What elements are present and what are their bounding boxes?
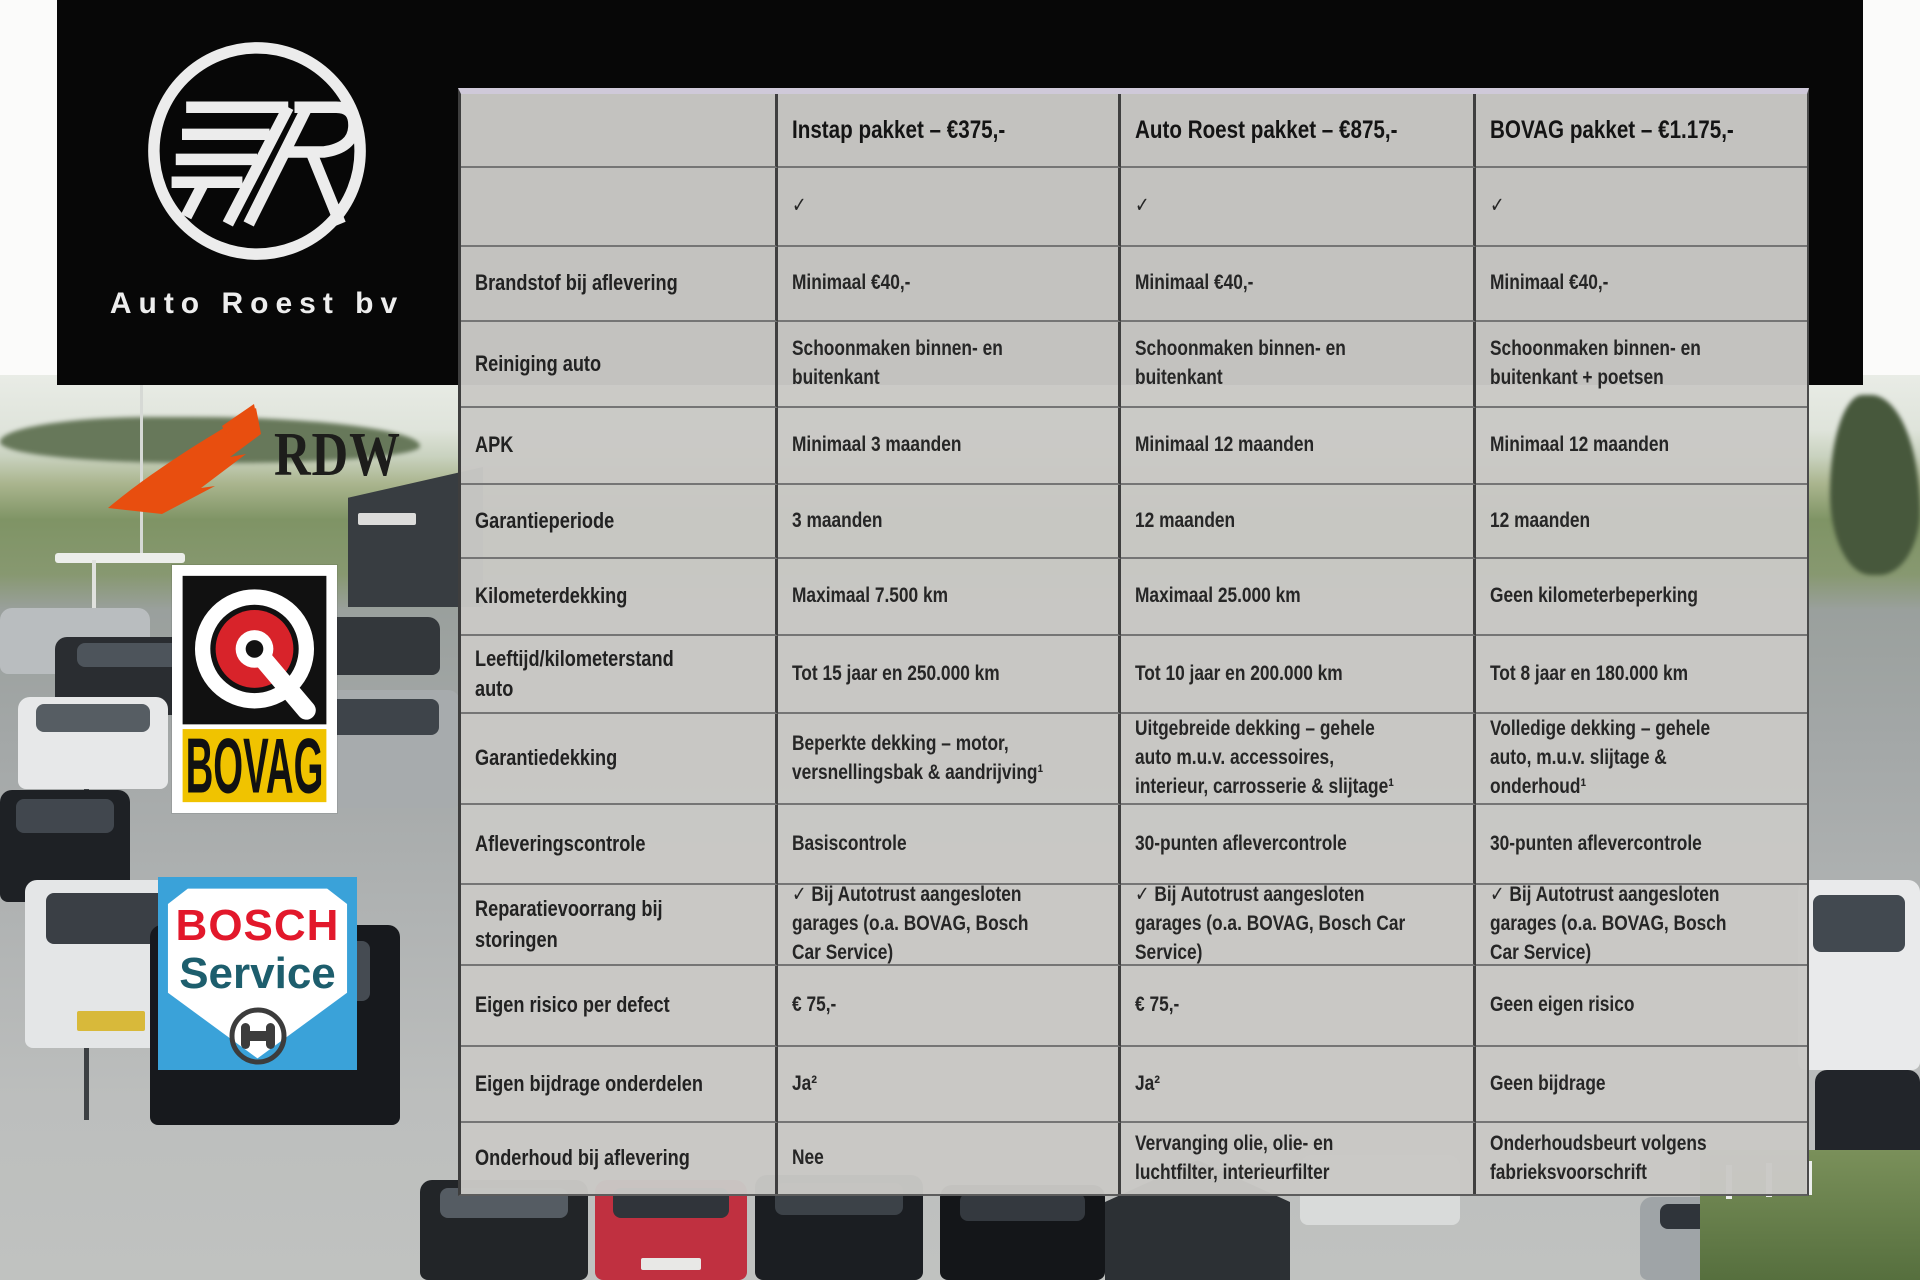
- table-row: [461, 1047, 1807, 1123]
- car-shape: [1798, 880, 1920, 1070]
- rdw-wing-icon: [104, 402, 272, 520]
- row-label-text: Onderhoud bij aflevering: [475, 1145, 690, 1171]
- value-cell-text: 3 maanden: [792, 508, 883, 532]
- value-cell: [778, 1047, 1121, 1123]
- value-cell-text: 12 maanden: [1490, 508, 1591, 532]
- package-header-cell-text: BOVAG pakket – €1.175,-: [1490, 115, 1734, 144]
- auto-roest-name: Auto Roest bv: [109, 287, 405, 320]
- auto-roest-logo: [57, 0, 457, 385]
- building-sign: [358, 513, 416, 525]
- table-row: [461, 885, 1807, 966]
- table-row: [461, 805, 1807, 885]
- row-label: [461, 885, 778, 966]
- value-cell-text: ✓: [792, 194, 807, 218]
- value-cell-text: Vervanging olie, olie- en luchtfilter, interieurfilter: [1135, 1131, 1334, 1184]
- value-cell: [778, 714, 1121, 805]
- value-cell: [1121, 885, 1476, 966]
- value-cell: [778, 485, 1121, 559]
- value-cell-text: Schoonmaken binnen- en buitenkant + poetsen: [1490, 337, 1701, 389]
- value-cell-text: Beperkte dekking – motor, versnellingsbak & aandrijving¹: [792, 731, 1044, 784]
- row-label-text: Afleveringscontrole: [475, 830, 646, 856]
- package-comparison-table: [458, 88, 1809, 1196]
- package-header-cell: [1476, 94, 1807, 168]
- value-cell: [1121, 247, 1476, 322]
- value-cell-text: 12 maanden: [1135, 508, 1236, 532]
- gantry: [55, 553, 185, 563]
- value-cell-text: € 75,-: [1135, 993, 1180, 1017]
- row-label: [461, 714, 778, 805]
- value-cell: [1121, 408, 1476, 485]
- value-cell-text: Volledige dekking – gehele auto, m.u.v. slijtage & onderhoud¹: [1490, 717, 1711, 798]
- row-label-text: Kilometerdekking: [475, 583, 628, 609]
- value-cell: [778, 805, 1121, 885]
- value-cell-text: Geen kilometerbeperking: [1490, 584, 1698, 608]
- package-header-cell: [1121, 94, 1476, 168]
- value-cell-text: Minimaal 12 maanden: [1490, 433, 1670, 457]
- value-cell: [1476, 885, 1807, 966]
- row-label: [461, 559, 778, 636]
- car-shape: [940, 1185, 1105, 1280]
- row-label: [461, 247, 778, 322]
- row-label: [461, 408, 778, 485]
- row-label-text: Brandstof bij aflevering: [475, 270, 678, 296]
- value-cell-text: Nee: [792, 1146, 824, 1170]
- value-cell-text: 30-punten aflevercontrole: [1135, 831, 1347, 855]
- value-cell: [1476, 1123, 1807, 1194]
- package-header-cell-text: Instap pakket – €375,-: [792, 115, 1006, 144]
- row-label-text: APK: [475, 432, 514, 458]
- value-cell-text: Tot 15 jaar en 250.000 km: [792, 661, 1000, 685]
- value-cell-text: Geen bijdrage: [1490, 1071, 1606, 1095]
- value-cell-text: Schoonmaken binnen- en buitenkant: [1135, 337, 1346, 389]
- value-cell-text: Minimaal €40,-: [1490, 271, 1609, 295]
- value-cell: [1121, 559, 1476, 636]
- auto-roest-monogram-icon: [132, 26, 382, 276]
- row-label: [461, 485, 778, 559]
- row-label-text: Garantieperiode: [475, 507, 615, 533]
- value-cell: [1476, 408, 1807, 485]
- value-cell-text: ✓ Bij Autotrust aangesloten garages (o.a. BOVAG, Bosch Car Service): [792, 885, 1029, 964]
- table-row: [461, 485, 1807, 559]
- table-row: [461, 1123, 1807, 1194]
- value-cell: [778, 885, 1121, 966]
- value-cell: [1121, 485, 1476, 559]
- value-cell: [1476, 168, 1807, 247]
- value-cell: [778, 408, 1121, 485]
- value-cell-text: Maximaal 7.500 km: [792, 584, 949, 608]
- package-header-cell-text: Auto Roest pakket – €875,-: [1135, 115, 1398, 144]
- row-label-text: Eigen bijdrage onderdelen: [475, 1070, 703, 1096]
- value-cell: [1476, 714, 1807, 805]
- row-label: [461, 1123, 778, 1194]
- value-cell: [1476, 322, 1807, 408]
- bovag-wordmark: BOVAG: [185, 721, 324, 810]
- value-cell: [778, 168, 1121, 247]
- value-cell: [778, 1123, 1121, 1194]
- package-header-cell: [778, 94, 1121, 168]
- value-cell: [778, 636, 1121, 714]
- row-label: [461, 636, 778, 714]
- value-cell: [1476, 247, 1807, 322]
- car-shape: [18, 697, 168, 789]
- row-label-text: Reparatievoorrang bij storingen: [475, 896, 663, 952]
- value-cell: [778, 559, 1121, 636]
- value-cell-text: ✓: [1135, 194, 1150, 218]
- value-cell-text: Ja²: [792, 1071, 818, 1095]
- row-label: [461, 1047, 778, 1123]
- value-cell-text: Tot 10 jaar en 200.000 km: [1135, 661, 1343, 685]
- row-label-text: Garantiedekking: [475, 745, 618, 771]
- value-cell-text: ✓: [1490, 194, 1505, 218]
- value-cell-text: 30-punten aflevercontrole: [1490, 831, 1702, 855]
- table-row: [461, 247, 1807, 322]
- value-cell-text: Onderhoudsbeurt volgens fabrieksvoorschrift: [1490, 1131, 1707, 1184]
- value-cell: [778, 322, 1121, 408]
- value-cell-text: Minimaal 3 maanden: [792, 433, 962, 457]
- value-cell-text: Tot 8 jaar en 180.000 km: [1490, 661, 1689, 685]
- table-row: [461, 714, 1807, 805]
- value-cell: [1476, 485, 1807, 559]
- value-cell-text: ✓ Bij Autotrust aangesloten garages (o.a. BOVAG, Bosch Car Service): [1490, 885, 1727, 964]
- value-cell: [1121, 636, 1476, 714]
- value-cell: [778, 247, 1121, 322]
- bovag-mark-icon: [172, 565, 337, 813]
- table-row: [461, 559, 1807, 636]
- value-cell-text: Maximaal 25.000 km: [1135, 584, 1301, 608]
- row-label-text: Leeftijd/kilometerstand auto: [475, 645, 674, 701]
- table-row: [461, 966, 1807, 1047]
- value-cell-text: Basiscontrole: [792, 831, 907, 855]
- value-cell: [1476, 805, 1807, 885]
- value-cell: [1121, 805, 1476, 885]
- value-cell-text: Uitgebreide dekking – gehele auto m.u.v. accessoires, interieur, carrosserie & slijtage¹: [1135, 717, 1395, 798]
- value-cell: [1121, 322, 1476, 408]
- value-cell-text: Ja²: [1135, 1071, 1161, 1095]
- row-label-text: Reiniging auto: [475, 350, 602, 376]
- table-row: [461, 168, 1807, 247]
- table-row: [461, 322, 1807, 408]
- row-label: [461, 168, 778, 247]
- value-cell-text: Geen eigen risico: [1490, 993, 1635, 1017]
- table-row: [461, 636, 1807, 714]
- row-label: [461, 805, 778, 885]
- rdw-wordmark: RDW: [274, 421, 401, 489]
- bosch-service-label: Service: [179, 949, 336, 998]
- treeline: [1830, 395, 1920, 575]
- table-header-row: [461, 94, 1807, 168]
- package-header-cell: [461, 94, 778, 168]
- value-cell-text: € 75,-: [792, 993, 837, 1017]
- bosch-wordmark: BOSCH: [175, 901, 340, 950]
- row-label: [461, 322, 778, 408]
- bosch-service-logo: [158, 877, 357, 1070]
- bosch-armature-icon: [227, 1005, 289, 1067]
- bovag-logo: [172, 565, 337, 813]
- value-cell-text: Minimaal €40,-: [1135, 271, 1254, 295]
- value-cell: [1121, 1047, 1476, 1123]
- row-label-text: Eigen risico per defect: [475, 992, 670, 1018]
- value-cell: [1121, 714, 1476, 805]
- value-cell: [778, 966, 1121, 1047]
- value-cell: [1476, 966, 1807, 1047]
- value-cell-text: Minimaal €40,-: [792, 271, 911, 295]
- value-cell: [1121, 1123, 1476, 1194]
- value-cell: [1476, 1047, 1807, 1123]
- value-cell-text: Schoonmaken binnen- en buitenkant: [792, 337, 1003, 389]
- value-cell: [1476, 559, 1807, 636]
- rdw-logo: [104, 398, 414, 508]
- value-cell-text: Minimaal 12 maanden: [1135, 433, 1315, 457]
- value-cell-text: ✓ Bij Autotrust aangesloten garages (o.a. BOVAG, Bosch Car Service): [1135, 885, 1406, 964]
- value-cell: [1476, 636, 1807, 714]
- value-cell: [1121, 168, 1476, 247]
- table-row: [461, 408, 1807, 485]
- value-cell: [1121, 966, 1476, 1047]
- row-label: [461, 966, 778, 1047]
